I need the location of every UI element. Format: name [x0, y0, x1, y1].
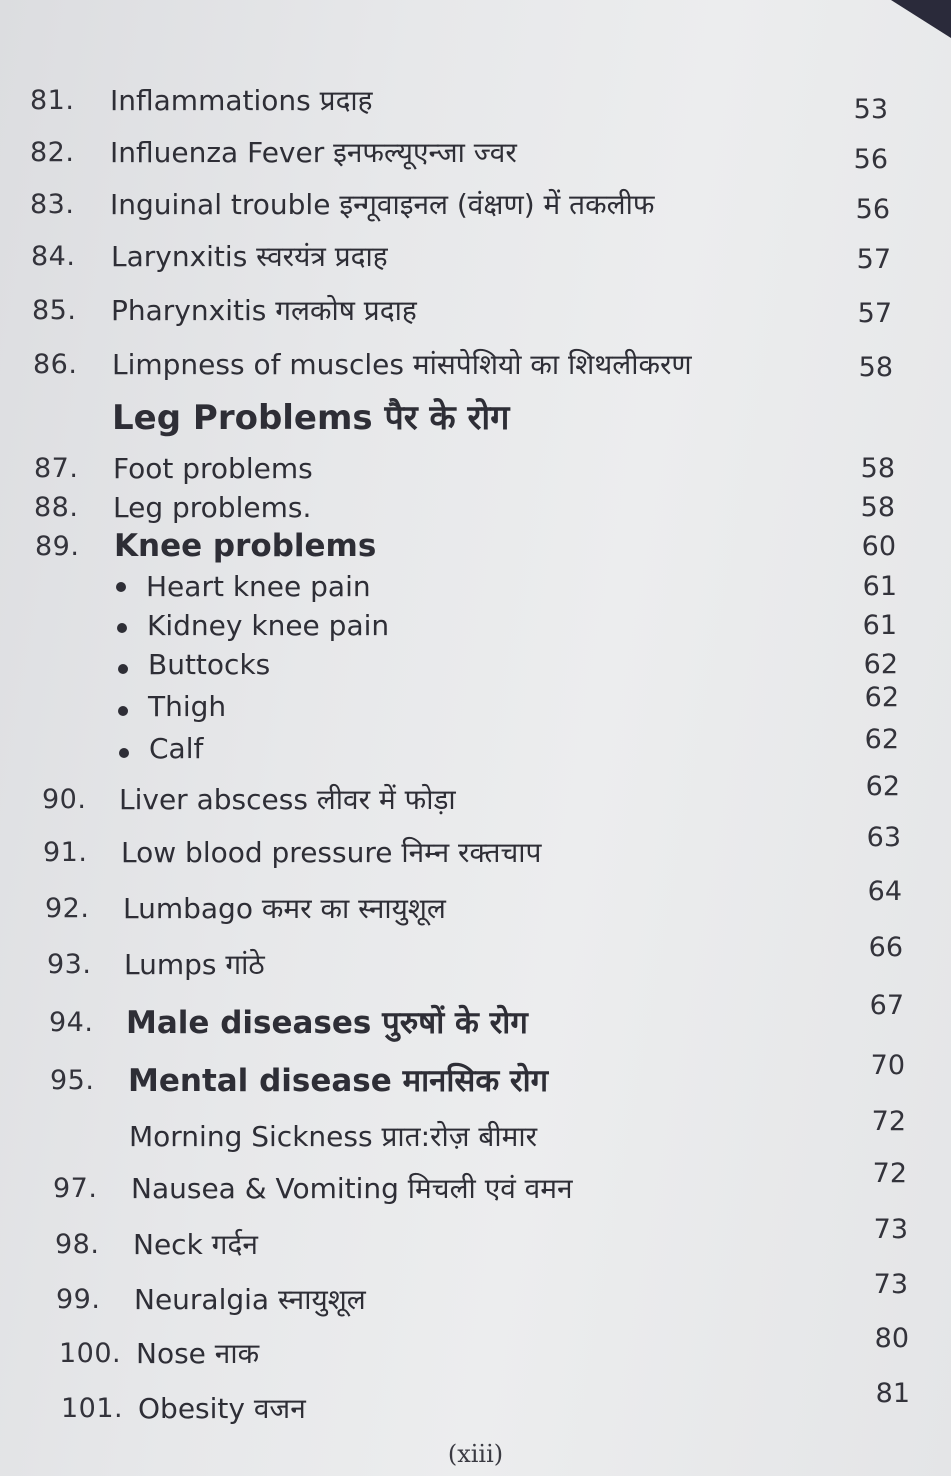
entry-title: Nausea & Vomiting मिचली एवं वमन	[131, 1172, 573, 1205]
toc-entry	[0, 876, 951, 928]
entry-number: 97.	[53, 1172, 98, 1204]
toc-sub-entry	[0, 682, 951, 726]
toc-entry	[0, 990, 951, 1042]
entry-number: 85.	[32, 294, 77, 326]
entry-number: 101.	[61, 1392, 124, 1424]
toc-entry	[0, 448, 951, 488]
entry-title: Heart knee pain	[146, 569, 371, 603]
page-corner-shadow	[891, 0, 951, 38]
entry-title: Morning Sickness प्रात:रोज़ बीमार	[129, 1120, 538, 1153]
toc-entry	[0, 1378, 951, 1428]
toc-entry	[0, 184, 951, 224]
entry-number: 98.	[55, 1228, 100, 1260]
entry-title: Limpness of muscles मांसपेशियो का शिथलीकरण	[112, 348, 692, 381]
toc-entry	[0, 132, 951, 175]
entry-number: 82.	[30, 136, 75, 168]
entry-title: Foot problems	[113, 451, 313, 485]
toc-entry	[0, 487, 951, 527]
toc-sub-entry	[0, 566, 951, 606]
entry-page: 57	[857, 298, 892, 329]
entry-page: 67	[869, 990, 904, 1021]
entry-page: 80	[874, 1323, 909, 1354]
entry-number: 90.	[42, 783, 87, 815]
entry-page: 62	[864, 682, 899, 713]
entry-title: Leg problems.	[113, 490, 312, 524]
entry-title: Kidney knee pain	[147, 608, 390, 642]
entry-page: 62	[865, 771, 900, 802]
entry-title: Liver abscess लीवर में फोड़ा	[119, 783, 456, 816]
entry-page: 62	[864, 724, 899, 755]
entry-page: 72	[872, 1158, 907, 1189]
entry-page: 57	[856, 244, 891, 275]
entry-title: Inguinal trouble इन्गूवाइनल (वंक्षण) में तकलीफ	[110, 188, 655, 221]
entry-title: Thigh	[148, 689, 227, 723]
entry-number: 89.	[35, 530, 80, 562]
toc-entry	[0, 344, 951, 384]
toc-entry	[0, 1050, 951, 1100]
entry-page: 53	[853, 94, 888, 125]
entry-title: Mental disease मानसिक रोग	[128, 1063, 549, 1099]
entry-title: Calf	[149, 731, 204, 765]
entry-page: 73	[873, 1269, 908, 1300]
entry-number: 95.	[50, 1064, 95, 1096]
entry-page: 56	[855, 194, 890, 225]
entry-page: 64	[867, 876, 902, 907]
toc-entry	[0, 1106, 951, 1156]
toc-sub-entry	[0, 605, 951, 645]
toc-entry	[0, 1269, 951, 1319]
toc-sub-entry	[0, 644, 951, 684]
entry-page: 61	[862, 609, 897, 641]
entry-page: 58	[860, 452, 895, 484]
section-heading	[0, 396, 951, 436]
toc-entry	[0, 822, 951, 872]
entry-number: 86.	[33, 348, 78, 380]
toc-entry	[0, 80, 951, 125]
entry-title: Obesity वजन	[138, 1392, 306, 1425]
entry-number: 99.	[56, 1283, 101, 1315]
entry-title: Lumps गांठे	[124, 948, 265, 981]
entry-title: Neuralgia स्नायुशूल	[134, 1283, 366, 1316]
entry-page: 72	[871, 1106, 906, 1137]
bullet-icon	[118, 664, 128, 674]
entry-number: 100.	[59, 1337, 122, 1369]
bullet-icon	[119, 748, 129, 758]
toc-entry	[0, 932, 951, 984]
entry-page: 81	[875, 1378, 910, 1409]
entry-title: Neck गर्दन	[133, 1228, 258, 1261]
toc-entry	[0, 1214, 951, 1264]
entry-number: 88.	[34, 491, 79, 523]
entry-page: 66	[868, 932, 903, 963]
toc-entry	[0, 1158, 951, 1208]
entry-page: 63	[866, 822, 901, 853]
toc-entry	[0, 1323, 951, 1373]
bullet-icon	[118, 706, 128, 716]
entry-title: Knee problems	[114, 528, 377, 564]
entry-title: Nose नाक	[136, 1337, 260, 1370]
entry-number: 84.	[31, 240, 76, 272]
entry-number: 91.	[43, 836, 88, 868]
entry-number: 93.	[47, 948, 92, 980]
entry-page: 73	[873, 1214, 908, 1245]
section-heading-text: Leg Problems पैर के रोग	[112, 398, 510, 438]
entry-page: 58	[860, 491, 895, 523]
entry-title: Pharynxitis गलकोष प्रदाह	[111, 294, 417, 327]
entry-title: Male diseases पुरुषों के रोग	[126, 1005, 528, 1041]
bullet-icon	[117, 623, 127, 633]
entry-page: 56	[853, 144, 888, 175]
entry-number: 92.	[45, 892, 90, 924]
entry-title: Larynxitis स्वरयंत्र प्रदाह	[111, 240, 388, 273]
entry-page: 62	[863, 648, 898, 680]
toc-entry	[0, 236, 951, 276]
entry-number: 94.	[49, 1006, 94, 1038]
entry-page: 58	[858, 352, 893, 383]
entry-title: Buttocks	[148, 647, 271, 681]
bullet-icon	[116, 582, 126, 592]
entry-title: Lumbago कमर का स्नायुशूल	[123, 892, 446, 925]
toc-entry	[0, 526, 951, 566]
entry-title: Influenza Fever इनफल्यूएन्जा ज्वर	[110, 136, 517, 169]
entry-page: 70	[870, 1050, 905, 1081]
entry-page: 60	[861, 530, 896, 562]
entry-page: 61	[862, 570, 897, 602]
entry-title: Low blood pressure निम्न रक्तचाप	[121, 836, 542, 869]
toc-entry	[0, 290, 951, 330]
toc-entry	[0, 771, 951, 819]
page-number-footer: (xiii)	[447, 1440, 504, 1468]
entry-number: 87.	[34, 452, 79, 484]
entry-number: 83.	[30, 188, 75, 220]
toc-sub-entry	[0, 724, 951, 768]
entry-title: Inflammations प्रदाह	[110, 84, 373, 117]
entry-number: 81.	[30, 84, 75, 116]
